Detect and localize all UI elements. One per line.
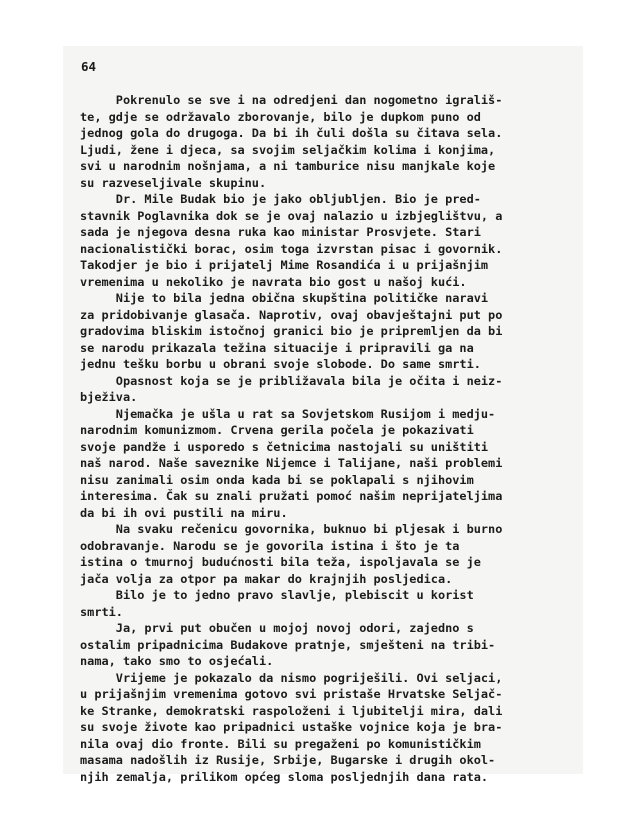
- text-line: za pridobivanje glasača. Naprotiv, ovaj obavještajni put po: [80, 307, 503, 322]
- text-line: Takodjer je bio i prijatelj Mime Rosandića i u prijašnjim: [80, 258, 489, 272]
- text-line: jednog gola do drugoga. Da bi ih čuli došla su čitava sela.: [80, 126, 503, 140]
- text-line: jednu tešku borbu u obrani svoje slobode. Do same smrti.: [80, 357, 481, 371]
- text-line: ostalim pripadnicima Budakove pratnje, smješteni na tribi-: [80, 637, 496, 652]
- text-line: Dr. Mile Budak bio je jako obljubljen. Bio je pred-: [80, 192, 481, 206]
- text-line: Ljudi, žene i djeca, sa svojim seljačkim kolima i konjima,: [80, 142, 496, 157]
- text-line: naš narod. Naše saveznike Nijemce i Talijane, naši problemi: [80, 456, 503, 470]
- text-line: Bilo je to jedno pravo slavlje, plebiscit u korist: [80, 588, 474, 602]
- text-line: stavnik Poglavnika dok se je ovaj nalazio u izbjeglištvu, a: [80, 208, 503, 223]
- text-line: nila ovaj dio fronte. Bili su pregaženi po komunističkim: [80, 736, 481, 751]
- text-line: narodnim komunizmom. Crvena gerila počela je pokazivati: [80, 423, 474, 437]
- text-line: Na svaku rečenicu govornika, buknuo bi pljesak i burno: [80, 522, 503, 536]
- page-number: 64: [81, 59, 97, 74]
- text-line: Nije to bila jedna obična skupština političke naravi: [80, 291, 489, 305]
- text-line: svoje pandže i usporedo s četnicima nastojali su uništiti: [80, 439, 489, 454]
- text-line: nama, tako smo to osjećali.: [80, 654, 274, 668]
- text-line: svi u narodnim nošnjama, a ni tamburice nisu manjkale koje: [80, 159, 496, 173]
- text-line: Vrijeme je pokazalo da nismo pogriješili. Ovi seljaci,: [80, 670, 503, 685]
- text-line: nacionalistički borac, osim toga izvrstan pisac i govornik.: [80, 241, 503, 256]
- text-line: njih zemalja, prilikom općeg sloma posljednjih dana rata.: [80, 769, 489, 784]
- text-line: Pokrenulo se sve i na odredjeni dan nogometno igrališ-: [80, 93, 503, 107]
- text-line: se narodu prikazala težina situacije i pripravili ga na: [80, 340, 474, 355]
- text-line: odobravanje. Narodu se je govorila istina i što je ta: [80, 538, 460, 553]
- text-line: Ja, prvi put obučen u mojoj novoj odori, zajedno s: [80, 621, 474, 635]
- text-line: jača volja za otpor pa makar do krajnjih posljedica.: [80, 571, 453, 586]
- text-line: ke Stranke, demokratski raspoloženi i ljubitelji mira, dali: [80, 703, 503, 718]
- text-line: te, gdje se održavalo zborovanje, bilo je dupkom puno od: [80, 109, 481, 124]
- text-line: smrti.: [80, 604, 123, 619]
- text-line: vremenima u nekoliko je navrata bio gost u našoj kući.: [80, 274, 467, 289]
- text-line: su razveseljivale skupinu.: [80, 175, 267, 190]
- text-line: masama nadošlih iz Rusije, Srbije, Bugarske i drugih okol-: [80, 753, 496, 767]
- text-line: Njemačka je ušla u rat sa Sovjetskom Rusijom i medju-: [80, 406, 496, 421]
- text-line: Opasnost koja se je približavala bila je očita i neiz-: [80, 373, 503, 388]
- text-line: bježiva.: [80, 390, 138, 404]
- text-line: u prijašnjim vremenima gotovo svi pristaše Hrvatske Seljač-: [80, 687, 503, 701]
- text-line: nisu zanimali osim onda kada bi se poklapali s njihovim: [80, 472, 474, 487]
- text-line: sada je njegova desna ruka kao ministar Prosvjete. Stari: [80, 225, 481, 239]
- text-line: istina o tmurnoj budućnosti bila teža, ispoljavala se je: [80, 555, 481, 569]
- text-line: gradovima bliskim istočnoj granici bio je pripremljen da bi: [80, 324, 503, 338]
- text-line: da bi ih ovi pustili na miru.: [80, 505, 288, 520]
- text-line: su svoje živote kao pripadnici ustaške vojnice koja je bra-: [80, 720, 503, 734]
- text-line: interesima. Čak su znali pružati pomoć našim neprijateljima: [80, 489, 503, 503]
- body-text: [80, 92, 566, 785]
